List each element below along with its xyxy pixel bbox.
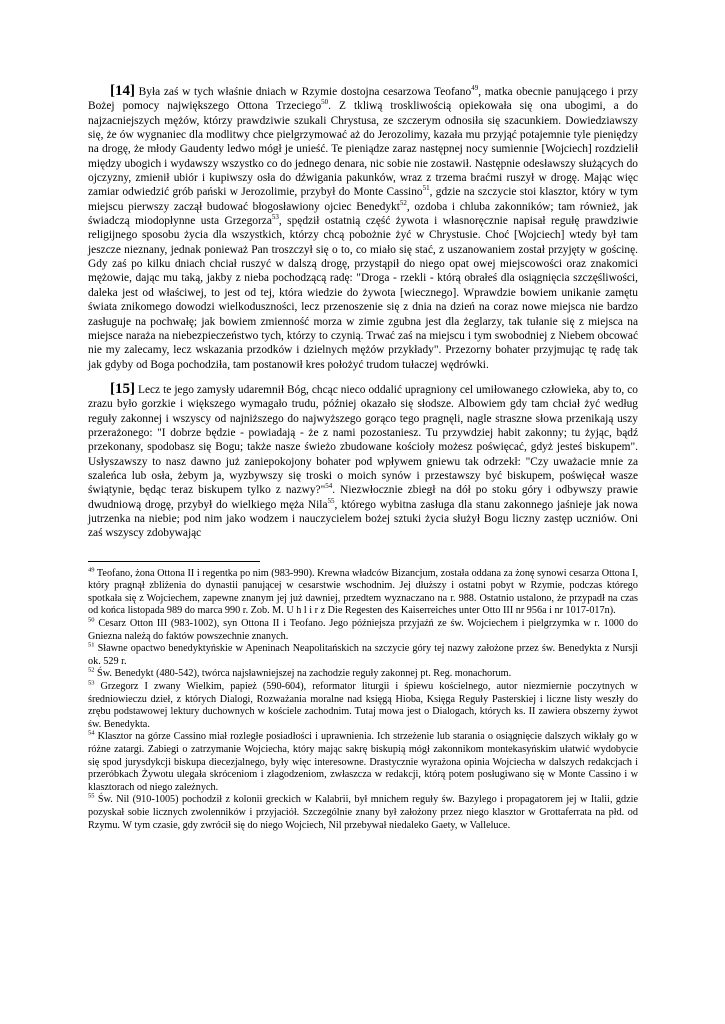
footnote-text: Klasztor na górze Cassino miał rozległe posiadłości i uprawnienia. Ich strzeżenie lub starania o osiągnięcie dalszych wikłały go w różne zatargi. Zabiegi o zatrzymanie Wojciecha, który mając sakrę biskupią mógł zakonnikom montekasyńskim ułatwić wydobycie się spod jurysdykcji biskupa diecezjalnego, były więc interesowne. Drastycznie wyrażona opinia Wojciecha w dalszych redakcjach i przeróbkach Żywotu ulegała skróceniom i złagodzeniom, zwłaszcza w redakcji, którą potem posługiwano się w Monte Cassino i w klasztorach od niego zależnych.: [88, 731, 638, 793]
paragraph-text: . Z tkliwą troskliwością opiekowała się ona ubogimi, a do najzacniejszych mężów, którzy prawdziwie szukali Chrystusa, ze szczerym odnosiła się szacunkiem. Dowiedziawszy się, że ów wygnaniec dla modlitwy chce pielgrzymować aż do Jerozolimy, kazała mu przyjąć potajemnie tyle pieniędzy na drogę, że młody Gaudenty ledwo mógł je unieść. Te pieniądze zaraz następnej nocy sumiennie [Wojciech] rozdzielił między ubogich i wydawszy wszystko co do jednego denara, nic sobie nie zostawił. Następnie odesławszy służących do ojczyzny, zmienił ubiór i kupiwszy osła do dźwigania pakunków, wraz z trzema braćmi ruszył w drogę. Mając więc zamiar odwiedzić grób pański w Jerozolimie, przybył do Monte Cassino: [88, 100, 639, 199]
footnote-text: Św. Nil (910-1005) pochodził z kolonii greckich w Kalabrii, był mnichem reguły św. Bazylego i propagatorem jej w Italii, gdzie pozyskał sobie licznych zwolenników i przyjaciół. Szczególnie znany był założony przez niego klasztor w Grottaferrata na płd. od Rzymu. W tym czasie, gdy zwrócił się do niego Wojciech, Nil przebywał niedaleko Gaety, w Valleluce.: [88, 794, 638, 831]
footnote-text: Grzegorz I zwany Wielkim, papież (590-604), reformator liturgii i śpiewu kościelnego, autor niezmiernie poczytnych w średniowieczu dzieł, z których Dialogi, Rozważania moralne nad księgą Hioba, Księga Reguły Pasterskiej i liczne listy weszły do zrębu podstawowej lektury duchownych w kościele zachodnim. Tutaj mowa jest o Dialogach, których ks. II zawiera obszerny żywot św. Benedykta.: [88, 681, 638, 730]
footnote-text: Św. Benedykt (480-542), twórca najsławniejszej na zachodzie reguły zakonnej pt. Reg. monachorum.: [94, 668, 512, 680]
paragraph-text: Lecz te jego zamysły udaremnił Bóg, chcąc nieco oddalić upragniony cel umiłowanego człowieka, aby to, co zrazu było gorzkie i większego wymagało trudu, później okazało się słodsze. Albowiem gdy tam chciał żyć według reguły zakonnej i wszyscy od najniższego do najwyższego gorąco tego pragnęli, nagle straszne słowa przenikają uszy przerażonego: "I dobrze będzie - powiadają - że z nami pozostaniesz. Tu przywdziej habit zakonny; tu żyjąc, bądź przekonany, spodobasz się Bogu; także nasze świeżo zbudowane kościoły możesz poświęcać, gdyż jesteś biskupem". Usłyszawszy to nasz dawno już zaniepokojony bohater pod wpływem gniewu tak odrzekł: "Czy uważacie mnie za szaleńca lub osła, żebym ja, wyzbywszy się troski o moich synów i przestawszy być biskupem, poświęcał wasze świątynie, będąc teraz biskupem tylko z nazwy?": [88, 383, 638, 497]
footnote-number: 50: [88, 616, 95, 624]
footnote-number: 49: [88, 566, 95, 574]
footnote: [88, 681, 638, 731]
paragraph-text: Była zaś w tych właśnie dniach w Rzymie dostojna cesarzowa Teofano: [135, 86, 472, 98]
paragraph-number: [15]: [110, 380, 135, 397]
paragraph: [88, 382, 638, 541]
paragraph: [88, 84, 638, 372]
footnote: [88, 794, 638, 832]
paragraph-text: , spędził ostatnią część żywota i własnoręcznie napisał regułę prawdziwie religijnego sposobu życia dla wszystkich, którzy chcą pobożnie żyć w Chrystusie. Choć [Wojciech] wtedy był tam jeszcze nieznany, jednak ponieważ Pan troszczył się o to, co miało się stać, z uszanowaniem został przyjęty w gościnę. Gdy zaś po kilku dniach chciał ruszyć w dalszą drogę, przystąpił do niego opat owej miejscowości oraz znakomici mężowie, dając mu taką, jakby z nieba pochodzącą radę: "Droga - rzekli - którą obrałeś dla osiągnięcia szczęśliwości, daleka jest od właściwej, to jest od tej, która wiedzie do żywota [wiecznego]. Wprawdzie bowiem unikanie zamętu świata znikomego dowodzi wielkoduszności, lecz przenoszenie się z dnia na dzień na coraz nowe miejsca nie bardzo zasługuje na pochwałę; jak bowiem zmienność morza w zimie zgubna jest dla żeglarzy, tak tułanie się z miejsca na miejsce naraża na niebezpieczeństwo tych, którzy to czynią. Trwać zaś na miejscu i tym swobodniej z Niebem obcować nie my zalecamy, lecz wskazania przodków i dzielnych mężów przykłady". Przezorny bohater przyjmując tę radę tak jak gdyby od Boga pochodziła, tam postanowił kres położyć trudom tułaczej wędrówki.: [88, 215, 638, 371]
footnote-ref: 53: [271, 213, 279, 222]
footnote-number: 52: [88, 667, 95, 675]
document-page: [88, 84, 638, 832]
footnote-ref: 51: [422, 184, 430, 193]
main-text: [88, 84, 638, 541]
footnote-ref: 55: [327, 496, 335, 505]
paragraph-text: , ozdoba i chluba zakonników; tam również, jak świadczą miodopłynne usta Grzegorza: [88, 200, 638, 228]
footnote-ref: 54: [325, 482, 333, 491]
paragraph-text: . Niezwłocznie zbiegł na dół po stoku góry i odbywszy prawie dwudniową drogę, przybył do wielkiego męża Nila: [88, 484, 638, 511]
footnote: [88, 643, 638, 668]
footnote: [88, 731, 638, 794]
paragraph-text: , którego wybitna zasługa dla stanu zakonnego jaśnieje jak nowa jutrzenka na niebie; pod nim jako wodzem i nauczycielem bożej sztuki życia służył Bogu liczny zastęp uczniów. Oni zaś wszyscy zdobywając: [88, 498, 638, 540]
footnote-text: Cesarz Otton III (983-1002), syn Ottona II i Teofano. Jego późniejsza przyjaźń ze św. Wojciechem i pielgrzymka w r. 1000 do Gniezna należą do faktów powszechnie znanych.: [88, 618, 638, 642]
footnote-ref: 49: [471, 84, 479, 93]
footnote-number: 55: [88, 792, 95, 800]
footnote: [88, 668, 638, 681]
footnote-ref: 52: [399, 198, 407, 207]
footnote: [88, 618, 638, 643]
paragraph-text: , matka obecnie panującego i przy Bożej pomocy największego Ottona Trzeciego: [88, 86, 638, 113]
footnote: [88, 568, 638, 618]
footnote-number: 51: [88, 641, 95, 649]
paragraph-text: , gdzie na szczycie stoi klasztor, który w tym miejscu pierwszy zaczął budować błogosławiony ojciec Benedykt: [88, 186, 638, 213]
footnotes: [88, 568, 638, 832]
footnote-number: 53: [88, 679, 95, 687]
footnote-ref: 50: [321, 98, 329, 107]
footnote-text: Sławne opactwo benedyktyńskie w Apeninach Neapolitańskich na szczycie góry tej nazwy założone przez św. Benedykta z Nursji ok. 529 r.: [88, 643, 638, 667]
footnote-separator: [88, 561, 260, 562]
footnote-number: 54: [88, 729, 95, 737]
paragraph-number: [14]: [110, 83, 135, 99]
footnote-text: Teofano, żona Ottona II i regentka po nim (983-990). Krewna władców Bizancjum, została oddana za żonę synowi cesarza Ottona I, który pragnął zbliżenia do dynastii panującej w cesarstwie wschodnim. Jej dłuższy i ostatni pobyt w Rzymie, podczas którego spotkała się z Wojciechem, zapewne znanym jej już dawniej, przedtem wyznaczano na r. 988. Ostatnio ustalono, że przypadł na czas od końca listopada 989 do marca 990 r. Zob. M. U h l i r z Die Regesten des Kaiserreiches unter Otto III nr 956a i nr 1017-017n).: [88, 567, 638, 617]
